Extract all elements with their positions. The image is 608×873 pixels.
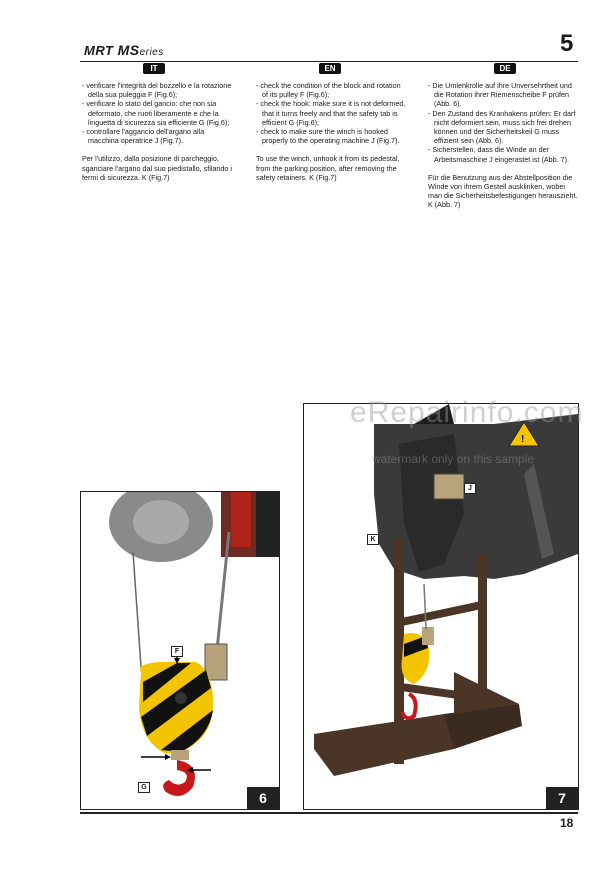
callout-g: G: [138, 782, 150, 793]
list-item: - Den Zustand des Kranhakens prüfen: Er darf nicht deformiert sein, muss sich frei drehen können und der Sicherheitskeil G muss effizient sein (Abb. 6).: [428, 109, 578, 146]
header-rule: [80, 61, 578, 62]
de-bullet-list: [428, 81, 578, 164]
lang-badge-en: EN: [319, 63, 341, 74]
watermark-subtext: watermark only on this sample: [372, 452, 535, 466]
brand-series: eries: [139, 47, 164, 58]
column-it: [82, 81, 232, 191]
callout-k: K: [367, 534, 379, 545]
figure-number-6: 6: [247, 787, 279, 809]
lang-badge-de: DE: [494, 63, 516, 74]
footer-rule: [80, 812, 578, 814]
en-paragraph: To use the winch, unhook it from its pedestal, from the parking position, after removing the safety retainers. K (Fig.7): [256, 154, 400, 182]
callout-j: J: [464, 483, 476, 494]
list-item: - check the condition of the block and rotation of its pulley F (Fig.6);: [256, 81, 406, 99]
column-de: [428, 81, 578, 219]
lang-badge-it: IT: [143, 63, 165, 74]
list-item: - verificare l'integrità del bozzello e la rotazione della sua puleggia F (Fig.6);: [82, 81, 232, 99]
en-bullet-list: [256, 81, 406, 145]
list-item: - Sicherstellen, dass die Winde an der Arbeitsmaschine J eingerastet ist (Abb. 7).: [428, 145, 578, 163]
callout-f: F: [171, 646, 183, 657]
it-bullet-list: [82, 81, 232, 145]
brand-logo: [84, 42, 164, 58]
figure-number-7: 7: [546, 787, 578, 809]
page-number: 18: [560, 816, 574, 830]
brand-mrt: MRT: [84, 43, 114, 58]
figure-6: [80, 491, 280, 810]
list-item: - Die Umlenkrolle auf ihre Unversehrtheit und die Rotation ihrer Riemenscheibe F prüfen (Abb. 6).: [428, 81, 578, 109]
it-paragraph: Per l'utilizzo, dalla posizione di parcheggio, sganciare l'argano dal suo piedistallo, sfilando i fermi di sicurezza. K (Fig.7): [82, 154, 233, 182]
list-item: - controllare l'aggancio dell'argano alla macchina operatrice J (Fig.7).: [82, 127, 232, 145]
watermark-text: eRepairinfo.com: [350, 396, 584, 429]
list-item: - verificare lo stato del gancio: che non sia deformato, che ruoti liberamente e che la linguetta di sicurezza sia efficiente G (Fig.6);: [82, 99, 232, 127]
list-item: - check to make sure the winch is hooked properly to the operating machine J (Fig.7).: [256, 127, 406, 145]
de-paragraph: Für die Benutzung aus der Abstellposition die Winde von ihrem Gestell ausklinken, wobei man die Sicherheitsbefestigungen herauszieht. K (Abb. 7): [428, 172, 578, 210]
column-en: [256, 81, 406, 191]
section-number: 5: [560, 30, 574, 57]
brand-ms: MS: [117, 42, 140, 58]
list-item: - check the hook: make sure it is not deformed, that it turns freely and that the safety tab is efficient G (Fig.6);: [256, 99, 406, 127]
svg-text:!: !: [521, 434, 525, 445]
